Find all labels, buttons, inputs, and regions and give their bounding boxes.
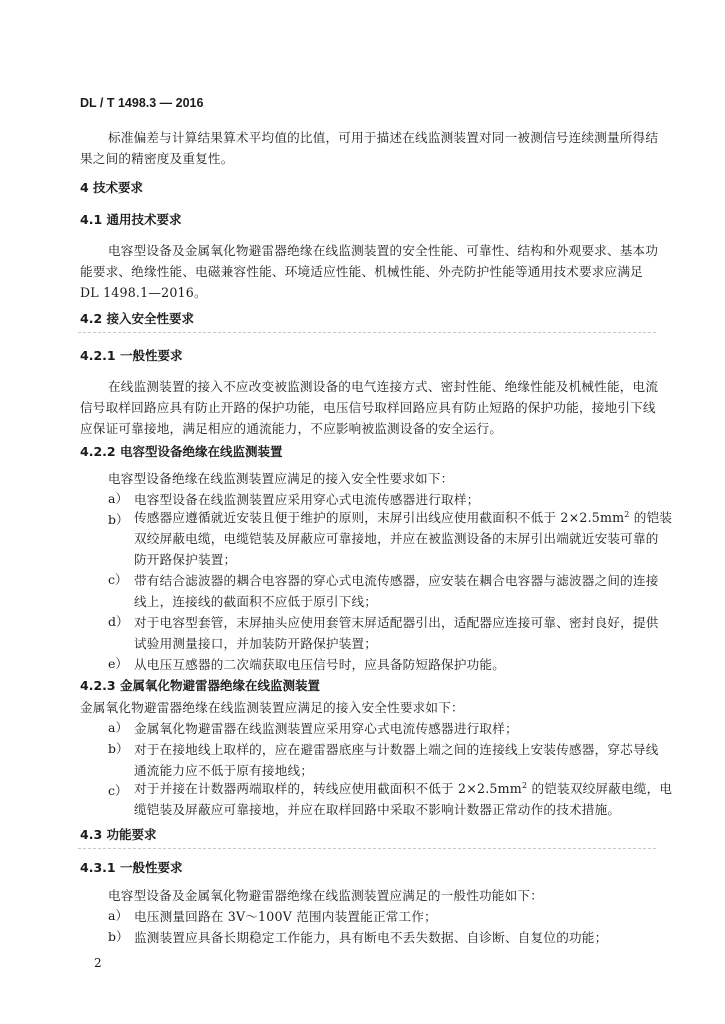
section-4-2-1-line-2: 信号取样回路应具有防止开路的保护功能，电压信号取样回路应具有防止短路的保护功能，接地引下线 [80, 400, 656, 415]
item-a-line-1: 金属氧化物避雷器在线监测装置应采用穿心式电流传感器进行取样； [134, 721, 518, 736]
item-letter-b: b） [108, 929, 129, 944]
intro-line-2: 果之间的精密度及重复性。 [80, 151, 234, 166]
item-letter-b: b） [108, 741, 129, 756]
item-d-line-2: 试验用测量接口，并加装防开路保护装置； [134, 636, 378, 651]
item-b-line-2: 通流能力应不低于原有接地线； [134, 763, 314, 778]
superscript-2: 2 [624, 510, 630, 519]
section-4-3-1-title: 4.3.1 一般性要求 [80, 860, 183, 875]
section-4-2-2-title: 4.2.2 电容型设备绝缘在线监测装置 [80, 444, 283, 459]
intro-line-1: 标准偏差与计算结果算术平均值的比值，可用于描述在线监测装置对同一被测信号连续测量所得结 [108, 130, 659, 145]
item-b-line-3: 防开路保护装置； [134, 552, 237, 567]
standard-code-header: DL / T 1498.3 — 2016 [80, 96, 204, 110]
item-b-line-1: 对于在接地线上取样的，应在避雷器底座与计数器上端之间的连接线上安装传感器，穿芯导线 [134, 742, 659, 757]
section-4-title: 4 技术要求 [80, 180, 144, 195]
item-letter-c: c） [108, 572, 128, 587]
item-letter-d: d） [108, 614, 129, 629]
item-a-line-1: 电容型设备在线监测装置应采用穿心式电流传感器进行取样； [134, 492, 480, 507]
item-b-line-1: 监测装置应具备长期稳定工作能力，具有断电不丢失数据、自诊断、自复位的功能； [134, 930, 608, 945]
section-4-3-title: 4.3 功能要求 [80, 827, 157, 842]
section-4-2-1-line-1: 在线监测装置的接入不应改变被监测设备的电气连接方式、密封性能、绝缘性能及机械性能，电流 [108, 379, 659, 394]
section-rule [78, 848, 656, 849]
item-c-line-1: 带有结合滤波器的耦合电容器的穿心式电流传感器，应安装在耦合电容器与滤波器之间的连接 [134, 573, 659, 588]
item-b-line-2: 双绞屏蔽电缆，电缆铠装及屏蔽应可靠接地，并应在被监测设备的末屏引出端就近安装可靠的 [134, 531, 659, 546]
item-b-line-1: 传感器应遵循就近安装且便于维护的原则，末屏引出线应使用截面积不低于 $2\times 2.5mm^2$ 的铠装 [134, 510, 673, 525]
item-c-line-2: 缆铠装及屏蔽应可靠接地，并应在取样回路中采取不影响计数器正常动作的技术措施。 [134, 802, 621, 817]
superscript-2: 2 [521, 781, 528, 790]
section-4-1-title: 4.1 通用技术要求 [80, 212, 182, 227]
section-4-2-2-intro: 电容型设备绝缘在线监测装置应满足的接入安全性要求如下： [108, 471, 454, 486]
section-4-1-line-2: 能要求、绝缘性能、电磁兼容性能、环境适应性能、机械性能、外壳防护性能等通用技术要求应满足 [80, 264, 643, 279]
item-letter-a: a） [108, 908, 128, 923]
page-number: 2 [94, 956, 102, 970]
item-letter-a: a） [108, 491, 128, 506]
item-letter-c: c） [108, 783, 128, 798]
item-letter-e: e） [108, 656, 128, 671]
section-4-1-line-1: 电容型设备及金属氧化物避雷器绝缘在线监测装置的安全性能、可靠性、结构和外观要求、基本功 [108, 243, 659, 258]
section-rule [78, 332, 656, 333]
item-letter-b: b） [108, 512, 129, 527]
section-4-2-3-title: 4.2.3 金属氧化物避雷器绝缘在线监测装置 [80, 678, 320, 693]
section-4-2-3-intro: 金属氧化物避雷器绝缘在线监测装置应满足的接入安全性要求如下： [80, 700, 464, 715]
item-d-line-1: 对于电容型套管，末屏抽头应使用套管末屏适配器引出，适配器应连接可靠、密封良好，提供 [134, 615, 659, 630]
item-c-line-2: 线上，连接线的截面积不应低于原引下线； [134, 594, 378, 609]
section-4-2-1-line-3: 应保证可靠接地，满足相应的通流能力，不应影响被监测设备的安全运行。 [80, 421, 503, 436]
section-4-2-1-title: 4.2.1 一般性要求 [80, 348, 183, 363]
item-e-line-1: 从电压互感器的二次端获取电压信号时，应具备防短路保护功能。 [134, 657, 506, 672]
section-4-3-1-intro: 电容型设备及金属氧化物避雷器绝缘在线监测装置应满足的一般性功能如下： [108, 888, 543, 903]
item-c-line-1: 对于并接在计数器两端取样的，转线应使用截面积不低于 $2\times 2.5mm^2$ 的铠装双绞屏蔽电缆，电 [134, 781, 673, 796]
section-4-2-title: 4.2 接入安全性要求 [80, 311, 194, 326]
item-a-line-1: 电压测量回路在 3V～100V 范围内装置能正常工作； [134, 909, 437, 924]
item-letter-a: a） [108, 720, 128, 735]
section-4-1-line-3: DL 1498.1—2016。 [80, 285, 207, 300]
